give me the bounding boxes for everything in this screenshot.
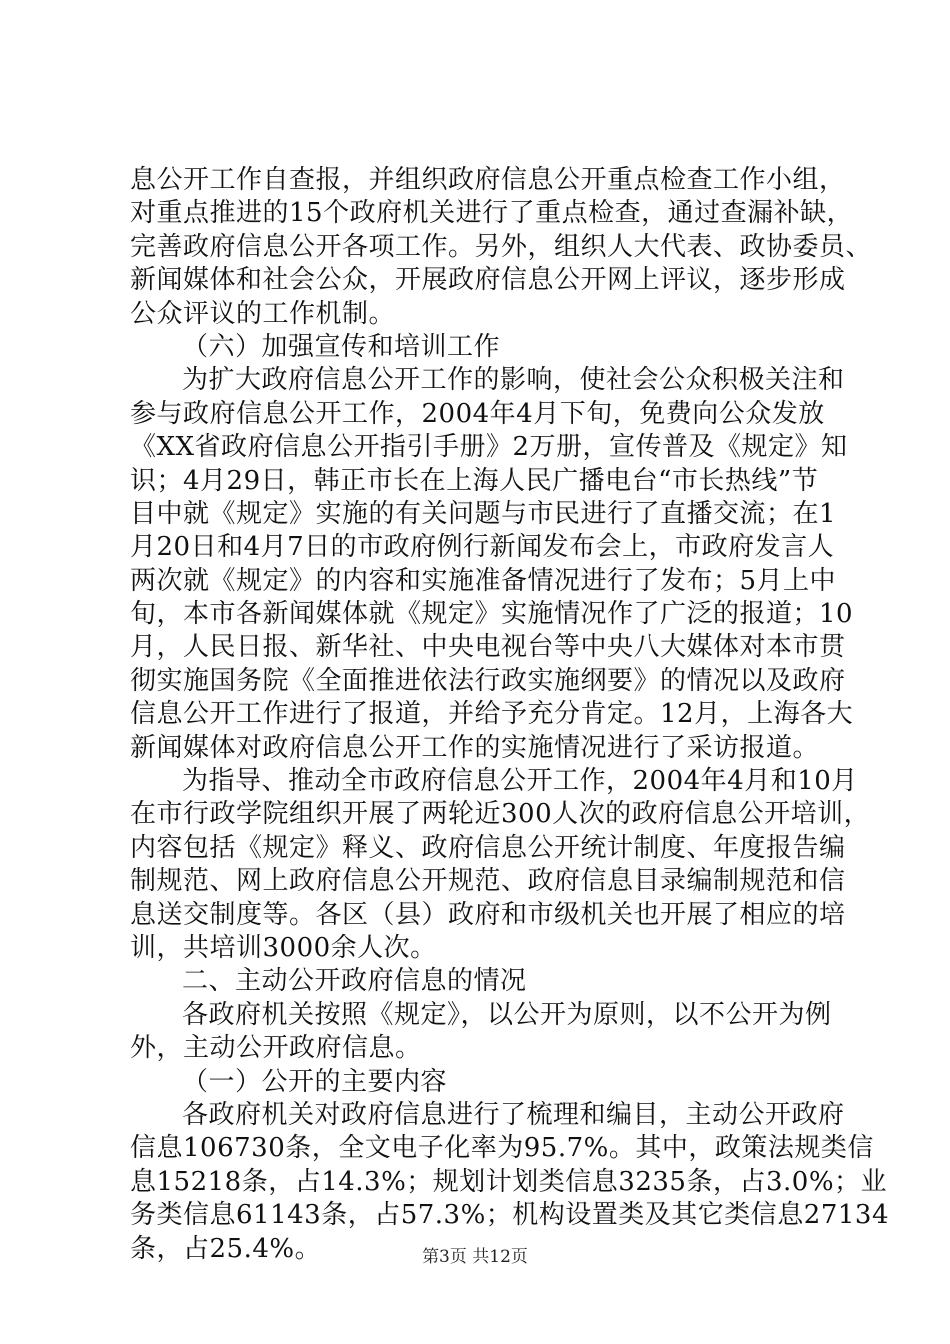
text-line: 《XX省政府信息公开指引手册》2万册，宣传普及《规定》知 <box>130 432 848 463</box>
text-line: 息送交制度等。各区（县）政府和市级机关也开展了相应的培 <box>130 899 846 930</box>
document-body <box>130 164 890 1266</box>
text-line: 月，人民日报、新华社、中央电视台等中央八大媒体对本市贯 <box>130 632 846 663</box>
text-line: 信息公开工作进行了报道，并给予充分肯定。12月，上海各大 <box>130 699 854 730</box>
text-line: 月20日和4月7日的市政府例行新闻发布会上，市政府发言人 <box>130 532 835 563</box>
text-line: 制规范、网上政府信息公开规范、政府信息目录编制规范和信 <box>130 866 846 897</box>
section-heading: （一）公开的主要内容 <box>182 1066 448 1097</box>
text-line: 息15218条，占14.3%；规划计划类信息3235条，占3.0%；业 <box>130 1166 888 1197</box>
text-line: 在市行政学院组织开展了两轮近300人次的政府信息公开培训， <box>130 799 871 830</box>
text-line: 为指导、推动全市政府信息公开工作，2004年4月和10月 <box>182 766 858 797</box>
section-heading: （六）加强宣传和培训工作 <box>182 331 501 362</box>
text-line: 新闻媒体和社会公众，开展政府信息公开网上评议，逐步形成 <box>130 265 846 296</box>
text-line: 识；4月29日，韩正市长在上海人民广播电台“市长热线”节 <box>130 465 819 496</box>
page-number: 第3页 共12页 <box>422 1247 528 1267</box>
text-line: 彻实施国务院《全面推进依法行政实施纲要》的情况以及政府 <box>130 665 846 696</box>
section-heading: 二、主动公开政府信息的情况 <box>182 966 527 997</box>
text-line: 旬，本市各新闻媒体就《规定》实施情况作了广泛的报道；10 <box>130 599 854 630</box>
text-line: 新闻媒体对政府信息公开工作的实施情况进行了采访报道。 <box>130 732 820 763</box>
text-line: 条，占25.4%。 <box>130 1233 322 1264</box>
text-line: 信息106730条，全文电子化率为95.7%。其中，政策法规类信 <box>130 1133 874 1164</box>
text-line: 为扩大政府信息公开工作的影响，使社会公众积极关注和 <box>182 365 845 396</box>
text-line: 各政府机关对政府信息进行了梳理和编目，主动公开政府 <box>182 1099 845 1130</box>
text-line: 息公开工作自查报，并组织政府信息公开重点检查工作小组， <box>130 165 846 195</box>
text-line: 各政府机关按照《规定》，以公开为原则，以不公开为例 <box>182 999 832 1030</box>
text-line: 务类信息61143条，占57.3%；机构设置类及其它类信息27134 <box>130 1200 890 1231</box>
text-line: 完善政府信息公开各项工作。另外，组织人大代表、政协委员、 <box>130 231 873 262</box>
text-line: 对重点推进的15个政府机关进行了重点检查，通过查漏补缺， <box>130 198 854 229</box>
text-line: 参与政府信息公开工作，2004年4月下旬，免费向公众发放 <box>130 398 825 429</box>
text-line: 两次就《规定》的内容和实施准备情况进行了发布；5月上中 <box>130 565 837 596</box>
text-line: 训，共培训3000余人次。 <box>130 932 437 963</box>
text-line: 公众评议的工作机制。 <box>130 298 396 329</box>
text-line: 内容包括《规定》释义、政府信息公开统计制度、年度报告编 <box>130 832 846 863</box>
text-line: 目中就《规定》实施的有关问题与市民进行了直播交流；在1 <box>130 498 837 529</box>
text-line: 外，主动公开政府信息。 <box>130 1033 422 1064</box>
